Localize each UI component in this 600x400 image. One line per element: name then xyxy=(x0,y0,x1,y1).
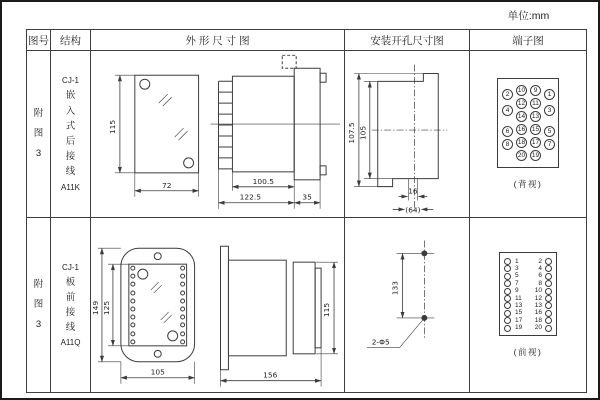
unit-label: 单位:mm xyxy=(507,10,550,22)
dim-front-height: 115 xyxy=(107,119,117,134)
terminal-rear-13: 13 xyxy=(531,113,540,120)
dim-cutout-inner-height: 105 xyxy=(358,125,368,140)
structure-code-row2: A11Q xyxy=(60,338,81,348)
install-drawing-a11k xyxy=(345,51,469,218)
structure-desc-row1: 嵌入式后接线 xyxy=(65,90,76,178)
terminal-front-9 xyxy=(504,288,511,295)
terminal-front-number-18: 18 xyxy=(534,316,542,324)
terminal-front-number-6: 6 xyxy=(538,272,542,280)
dim-total-length-row2: 156 xyxy=(263,370,278,380)
outline-cell-row2 xyxy=(91,218,345,392)
structure-cell-row1 xyxy=(51,51,91,218)
terminal-rear-16: 16 xyxy=(517,126,526,133)
terminal-front-8 xyxy=(545,280,552,287)
terminal-front-4 xyxy=(545,265,552,272)
terminal-front-17 xyxy=(504,317,511,324)
terminal-rear-2: 2 xyxy=(502,89,513,100)
terminal-caption-front: (前视) xyxy=(513,347,543,357)
terminal-front-13 xyxy=(545,302,552,309)
dim-width-row2: 105 xyxy=(150,367,165,377)
terminal-front-number-7: 7 xyxy=(515,279,519,287)
structure-desc-row2: 板前接线 xyxy=(65,276,76,334)
structure-cell-row2 xyxy=(51,218,91,392)
terminal-rear-3: 3 xyxy=(544,105,555,116)
terminal-front-13 xyxy=(504,302,511,309)
terminal-front-5 xyxy=(504,273,511,280)
terminal-front-19 xyxy=(504,325,511,332)
terminal-front-number-1: 1 xyxy=(515,257,519,265)
header-install-dims: 安装开孔尺寸图 xyxy=(345,30,470,51)
terminal-rear-12: 12 xyxy=(517,100,526,107)
dim-body-length: 100.5 xyxy=(252,176,275,186)
terminal-front-number-4: 4 xyxy=(538,264,542,272)
terminal-front-12 xyxy=(545,295,552,302)
terminal-rear-10: 10 xyxy=(517,87,526,94)
dim-slot-width: 16 xyxy=(408,186,418,196)
terminal-front-10 xyxy=(545,288,552,295)
outline-drawing-a11q xyxy=(91,218,344,392)
terminal-cell-row1 xyxy=(470,51,586,218)
terminal-grid-rear xyxy=(497,78,559,168)
dim-ref-width: (64) xyxy=(405,204,421,214)
structure-model-row1: CJ-1 xyxy=(62,76,79,86)
terminal-grid-front xyxy=(499,252,557,336)
header-figure-no: 图号 xyxy=(27,30,51,51)
terminal-front-number-8: 8 xyxy=(538,279,542,287)
terminal-rear-9: 9 xyxy=(530,85,541,96)
terminal-rear-7: 7 xyxy=(544,139,555,150)
terminal-front-15 xyxy=(504,310,511,317)
terminal-front-number-15: 15 xyxy=(515,309,523,317)
structure-model-row2: CJ-1 xyxy=(62,262,79,272)
terminal-front-number-11: 11 xyxy=(515,294,522,302)
terminal-front-1 xyxy=(504,258,511,265)
dim-body-height: 125 xyxy=(101,300,111,316)
figure-no-cell-row2 xyxy=(27,218,51,392)
dim-hole-spacing: 133 xyxy=(390,281,400,296)
header-outline-dims: 外 形 尺 寸 图 xyxy=(91,30,345,51)
terminal-front-number-13: 13 xyxy=(534,301,542,309)
dim-panel-thickness: 35 xyxy=(302,192,312,202)
install-cell-row2 xyxy=(345,218,470,392)
dim-total-length: 122.5 xyxy=(239,192,262,202)
dim-front-width: 72 xyxy=(161,180,172,190)
terminal-front-number-2: 2 xyxy=(538,257,542,265)
terminal-rear-1: 1 xyxy=(544,89,555,100)
terminal-rear-19: 19 xyxy=(531,152,540,159)
structure-code-row1: A11K xyxy=(61,182,80,192)
install-cell-row1 xyxy=(345,51,470,218)
terminal-rear-11: 11 xyxy=(530,98,541,109)
dim-cutout-outer-height: 107.5 xyxy=(346,121,356,144)
terminal-front-11 xyxy=(504,295,511,302)
terminal-rear-4: 4 xyxy=(502,105,513,116)
terminal-front-18 xyxy=(545,317,552,324)
figure-no-row1: 附图3 xyxy=(33,108,44,159)
terminal-front-number-12: 12 xyxy=(534,294,542,302)
terminal-front-number-20: 20 xyxy=(534,324,542,332)
terminal-rear-18: 18 xyxy=(517,139,526,146)
outline-cell-row1 xyxy=(91,51,345,218)
header-terminal-diagram: 端子图 xyxy=(470,30,586,51)
terminal-front-number-10: 10 xyxy=(534,287,542,295)
terminal-front-number-17: 17 xyxy=(515,316,523,324)
dim-rear-height: 115 xyxy=(322,302,332,318)
terminal-caption-rear: (背视) xyxy=(513,179,543,189)
install-drawing-a11q xyxy=(345,218,469,392)
figure-no-cell-row1 xyxy=(27,51,51,218)
header-structure: 结构 xyxy=(51,30,91,51)
spec-table xyxy=(26,29,587,393)
terminal-front-number-9: 9 xyxy=(515,287,519,295)
terminal-front-6 xyxy=(545,273,552,280)
terminal-rear-5: 5 xyxy=(544,126,555,137)
dim-flange-height: 149 xyxy=(91,300,100,316)
terminal-front-2 xyxy=(545,258,552,265)
terminal-front-3 xyxy=(504,265,511,272)
terminal-rear-14: 14 xyxy=(517,113,526,120)
terminal-cell-row2 xyxy=(470,218,586,392)
outline-drawing-a11k xyxy=(91,51,344,218)
figure-no-row2: 附图3 xyxy=(33,279,44,330)
terminal-front-20 xyxy=(545,325,552,332)
terminal-front-16 xyxy=(545,310,552,317)
terminal-rear-17: 17 xyxy=(531,139,540,146)
terminal-front-number-5: 5 xyxy=(515,272,519,280)
terminal-front-number-16: 16 xyxy=(534,309,542,317)
terminal-rear-15: 15 xyxy=(531,126,540,133)
terminal-rear-20: 20 xyxy=(517,152,526,159)
terminal-rear-8: 8 xyxy=(502,139,513,150)
terminal-front-number-19: 19 xyxy=(515,324,523,332)
terminal-front-number-3: 3 xyxy=(515,264,519,272)
terminal-rear-6: 6 xyxy=(502,126,513,137)
terminal-front-7 xyxy=(504,280,511,287)
terminal-front-number-13: 13 xyxy=(515,301,523,309)
holes-label: 2-Φ5 xyxy=(371,337,390,347)
